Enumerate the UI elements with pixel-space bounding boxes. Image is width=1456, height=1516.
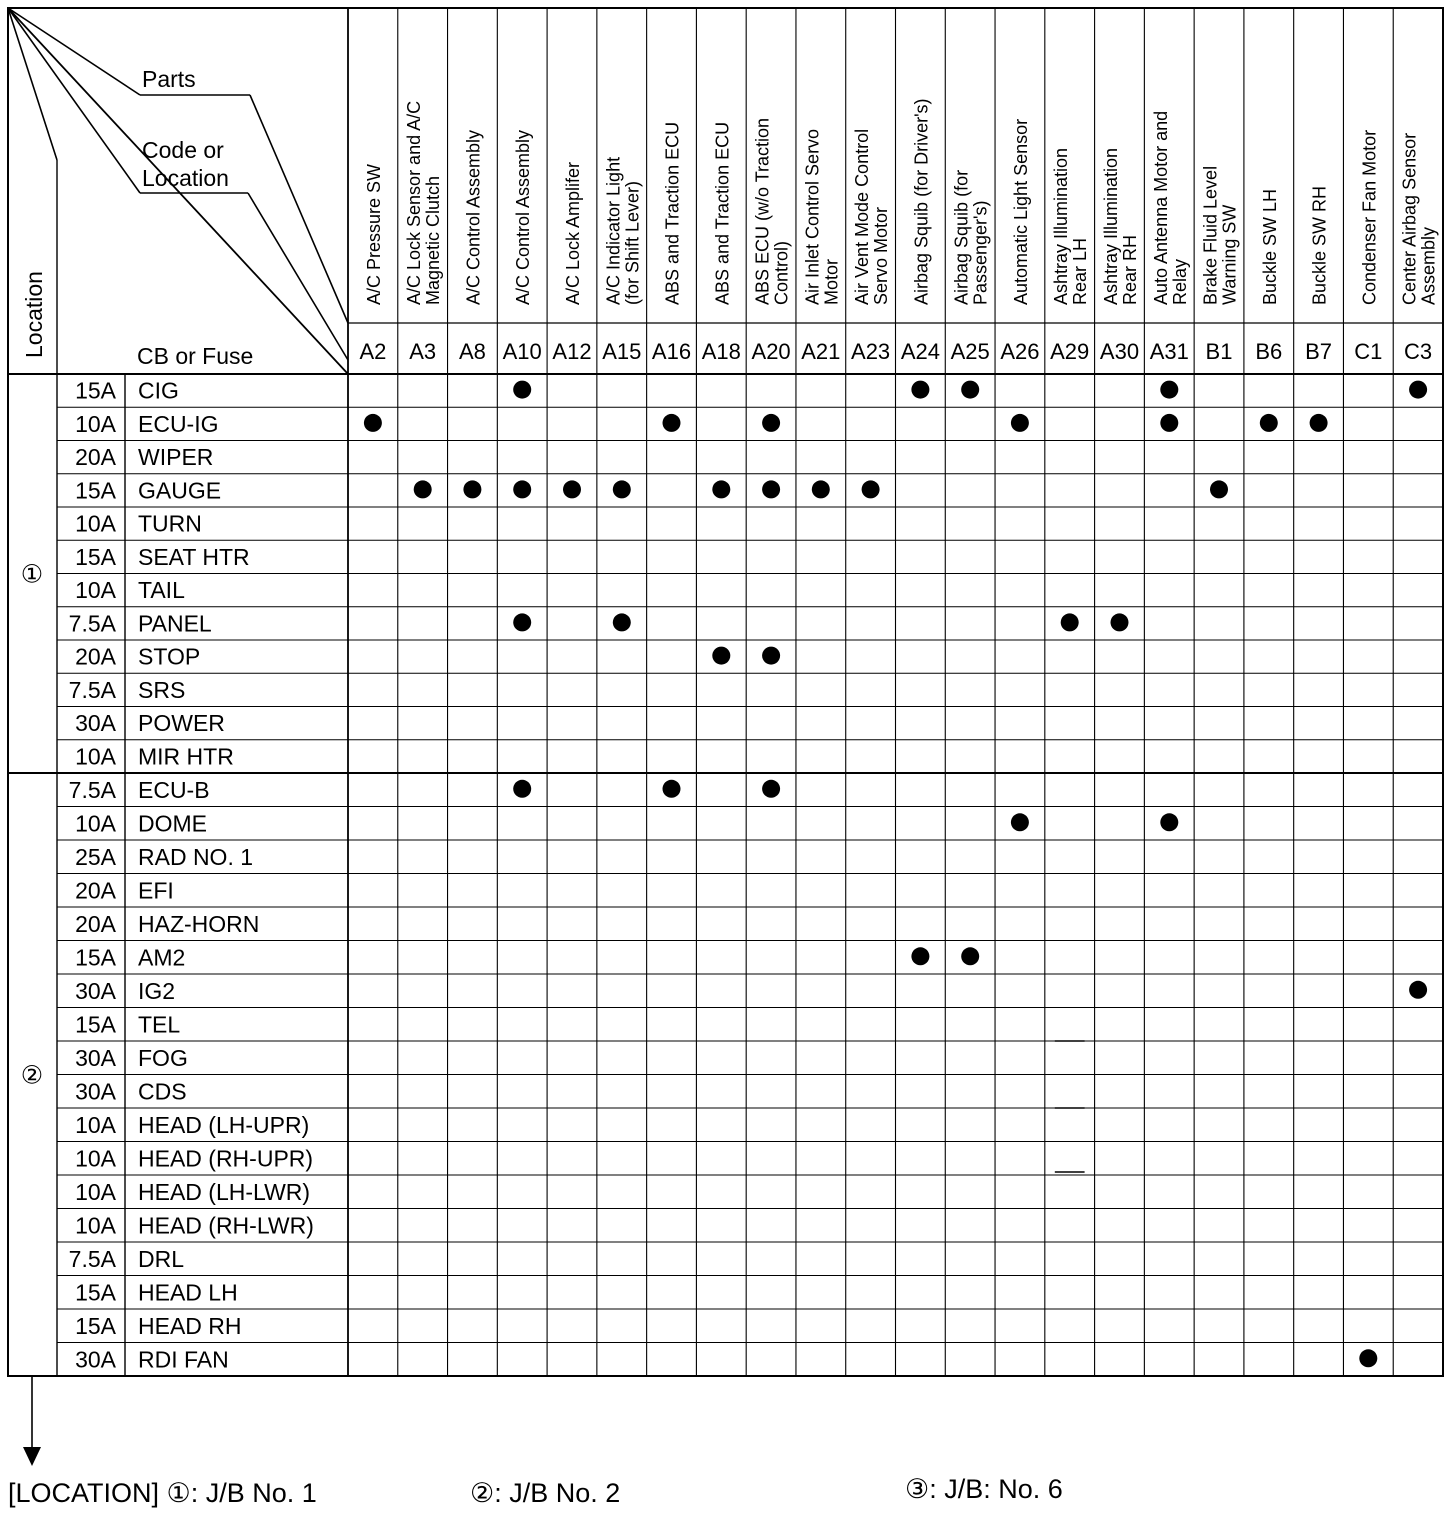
fuse-name: ECU-B [138, 776, 210, 803]
connection-dot [911, 381, 929, 399]
fuse-name: EFI [138, 877, 174, 904]
connection-dot [663, 780, 681, 798]
part-name-label: Ashtray Illumination [1051, 147, 1072, 305]
part-code-label: A25 [950, 339, 990, 364]
fuse-amperage: 25A [75, 843, 116, 870]
connection-dot [613, 613, 631, 631]
connection-dot [364, 414, 382, 432]
part-name-label: Passenger's) [970, 200, 991, 305]
location-symbol: ① [20, 560, 44, 589]
fuse-name: POWER [138, 710, 225, 737]
fuse-amperage: 10A [75, 743, 116, 770]
location-symbol: ② [20, 1061, 44, 1090]
connection-dot [862, 480, 880, 498]
fuse-amperage: 30A [75, 1346, 116, 1373]
fuse-amperage: 15A [75, 1279, 116, 1306]
part-name-label: Rear LH [1070, 237, 1091, 305]
fuse-name: HEAD LH [138, 1279, 238, 1306]
part-code-label: B7 [1305, 339, 1333, 364]
part-name-label: Air Inlet Control Servo [802, 128, 823, 305]
fuse-amperage: 10A [75, 1178, 116, 1205]
part-code-label: A8 [458, 339, 486, 364]
connection-dot [663, 414, 681, 432]
fuse-amperage: 15A [75, 543, 116, 570]
fuse-name: IG2 [138, 977, 176, 1004]
part-name-label: Condenser Fan Motor [1359, 129, 1380, 305]
connection-dot [1160, 813, 1178, 831]
fuse-name: HEAD (LH-LWR) [138, 1178, 311, 1205]
fuse-name: TURN [138, 510, 202, 537]
parts-pointer-line [250, 95, 348, 323]
part-code-label: A30 [1099, 339, 1140, 364]
part-name-label: Warning SW [1219, 204, 1240, 305]
part-name-label: ABS and Traction ECU [662, 121, 683, 305]
connection-dot [1409, 381, 1427, 399]
fuse-name: SRS [138, 676, 186, 703]
part-name-label: Automatic Light Sensor [1010, 118, 1031, 305]
connection-dot [762, 647, 780, 665]
fuse-amperage: 30A [75, 977, 116, 1004]
part-code-label: A3 [409, 339, 437, 364]
location-guide-line [8, 8, 57, 160]
fuse-amperage: 20A [75, 910, 116, 937]
cb-fuse-label: CB or Fuse [137, 343, 254, 369]
connection-dot [1011, 813, 1029, 831]
fuse-amperage: 10A [75, 810, 116, 837]
connection-dot [513, 613, 531, 631]
part-name-label: Airbag Squib (for [951, 169, 972, 305]
fuse-amperage: 7.5A [68, 1245, 116, 1272]
part-name-label: Magnetic Clutch [423, 175, 444, 305]
part-code-label: A18 [701, 339, 741, 364]
fuse-name: ECU-IG [138, 410, 219, 437]
connection-dot [1260, 414, 1278, 432]
fuse-name: FOG [138, 1044, 188, 1071]
code-pointer-line [248, 193, 348, 360]
connection-dot [1210, 480, 1228, 498]
connection-dot [1111, 613, 1129, 631]
connection-dot [712, 480, 730, 498]
connection-dot [762, 780, 780, 798]
connection-dot [762, 480, 780, 498]
part-name-label: Brake Fluid Level [1200, 165, 1221, 305]
part-name-label: (for Shift Lever) [622, 180, 643, 305]
fuse-name: DRL [138, 1245, 185, 1272]
part-code-label: A26 [1000, 339, 1040, 364]
fuse-amperage: 10A [75, 1212, 116, 1239]
fuse-name: HAZ-HORN [138, 910, 260, 937]
part-name-label: A/C Indicator Light [603, 156, 624, 305]
fuse-amperage: 15A [75, 944, 116, 971]
part-code-label: C1 [1354, 339, 1383, 364]
fuse-name: HEAD (RH-UPR) [138, 1145, 314, 1172]
connection-dot [513, 381, 531, 399]
fuse-amperage: 30A [75, 1044, 116, 1071]
connection-dot [812, 480, 830, 498]
fuse-amperage: 10A [75, 577, 116, 604]
header-diagonal [8, 8, 348, 374]
connection-dot [961, 947, 979, 965]
part-name-label: A/C Pressure SW [363, 163, 384, 305]
part-name-label: A/C Lock Sensor and A/C [404, 100, 425, 305]
part-name-label: A/C Control Assembly [513, 129, 534, 305]
part-name-label: A/C Lock Amplifer [563, 161, 583, 305]
part-code-label: B1 [1205, 339, 1233, 364]
part-name-label: Motor [821, 258, 842, 305]
connection-dot [1310, 414, 1328, 432]
connection-dot [911, 947, 929, 965]
fuse-amperage: 15A [75, 377, 116, 404]
part-name-label: Relay [1169, 258, 1190, 305]
part-code-label: A2 [359, 339, 387, 364]
fuse-name: PANEL [138, 610, 212, 637]
fuse-name: CDS [138, 1078, 187, 1105]
fuse-name: STOP [138, 643, 201, 670]
connection-dot [513, 480, 531, 498]
connection-dot [1359, 1349, 1377, 1367]
part-code-label: B6 [1255, 339, 1283, 364]
part-name-label: Airbag Squib (for Driver's) [911, 98, 932, 305]
location-label: Location [21, 271, 47, 358]
part-name-label: Buckle SW LH [1259, 188, 1280, 305]
fuse-name: HEAD (RH-LWR) [138, 1212, 314, 1239]
part-code-label: A12 [552, 339, 592, 364]
location-legend-3: ③: J/B: No. 6 [905, 1474, 1063, 1504]
connection-dot [513, 780, 531, 798]
fuse-name: RAD NO. 1 [138, 843, 254, 870]
part-name-label: Rear RH [1120, 234, 1140, 305]
connection-dot [762, 414, 780, 432]
part-name-label: ABS and Traction ECU [712, 121, 733, 305]
connection-dot [1061, 613, 1079, 631]
part-code-label: A21 [801, 339, 841, 364]
fuse-name: CIG [138, 377, 179, 404]
part-code-label: A15 [602, 339, 642, 364]
fuse-amperage: 10A [75, 1111, 116, 1138]
connection-dot [712, 647, 730, 665]
connection-dot [1160, 381, 1178, 399]
connection-dot [961, 381, 979, 399]
connection-dot [414, 480, 432, 498]
code-label-line-1: Code or [142, 137, 224, 163]
fuse-name: WIPER [138, 444, 214, 471]
part-code-label: A20 [751, 339, 791, 364]
parts-label: Parts [142, 66, 196, 92]
part-name-label: Assembly [1418, 226, 1439, 305]
part-name-label: Servo Motor [871, 206, 892, 305]
fuse-name: TAIL [138, 577, 185, 604]
part-name-label: Air Vent Mode Control [852, 128, 873, 305]
connection-dot [1011, 414, 1029, 432]
part-name-label: Control) [771, 240, 792, 305]
part-name-label: Buckle SW RH [1309, 185, 1330, 305]
fuse-name: RDI FAN [138, 1346, 229, 1373]
fuse-amperage: 30A [75, 1078, 116, 1105]
connection-dot [1160, 414, 1178, 432]
fuse-name: MIR HTR [138, 743, 234, 770]
part-name-label: Auto Antenna Motor and [1150, 110, 1171, 305]
fuse-amperage: 7.5A [68, 676, 116, 703]
location-legend-1: [LOCATION] ①: J/B No. 1 [8, 1478, 317, 1508]
part-code-label: C3 [1404, 339, 1433, 364]
fuse-amperage: 15A [75, 1312, 116, 1339]
location-arrow-head [23, 1447, 41, 1466]
part-code-label: A31 [1149, 339, 1189, 364]
fuse-amperage: 15A [75, 1011, 116, 1038]
connection-dot [613, 480, 631, 498]
connection-dot [1409, 981, 1427, 999]
fuse-name: SEAT HTR [138, 543, 250, 570]
part-code-label: A29 [1050, 339, 1090, 364]
fuse-name: DOME [138, 810, 207, 837]
connection-dot [563, 480, 581, 498]
fuse-amperage: 10A [75, 510, 116, 537]
part-name-label: ABS ECU (w/o Traction [752, 117, 773, 305]
fuse-name: AM2 [138, 944, 186, 971]
parts-guide-line [8, 8, 140, 95]
location-legend-2: ②: J/B No. 2 [470, 1478, 621, 1508]
fuse-amperage: 20A [75, 444, 116, 471]
fuse-name: HEAD RH [138, 1312, 242, 1339]
code-guide-line [8, 8, 140, 193]
fuse-name: TEL [138, 1011, 181, 1038]
fuse-amperage: 7.5A [68, 776, 116, 803]
fuse-name: GAUGE [138, 477, 222, 504]
code-label-line-2: Location [142, 165, 229, 191]
fuse-amperage: 20A [75, 643, 116, 670]
connection-dot [463, 480, 481, 498]
part-name-label: Ashtray Illumination [1101, 147, 1121, 305]
fuse-amperage: 10A [75, 410, 116, 437]
part-name-label: Center Airbag Sensor [1399, 132, 1420, 305]
fuse-amperage: 15A [75, 477, 116, 504]
part-name-label: A/C Control Assembly [463, 129, 484, 305]
fuse-amperage: 10A [75, 1145, 116, 1172]
part-code-label: A10 [502, 339, 542, 364]
fuse-amperage: 30A [75, 710, 116, 737]
part-code-label: A23 [851, 339, 891, 364]
part-code-label: A16 [651, 339, 692, 364]
part-code-label: A24 [900, 339, 940, 364]
fuse-amperage: 20A [75, 877, 116, 904]
fuse-name: HEAD (LH-UPR) [138, 1111, 310, 1138]
fuse-amperage: 7.5A [68, 610, 116, 637]
